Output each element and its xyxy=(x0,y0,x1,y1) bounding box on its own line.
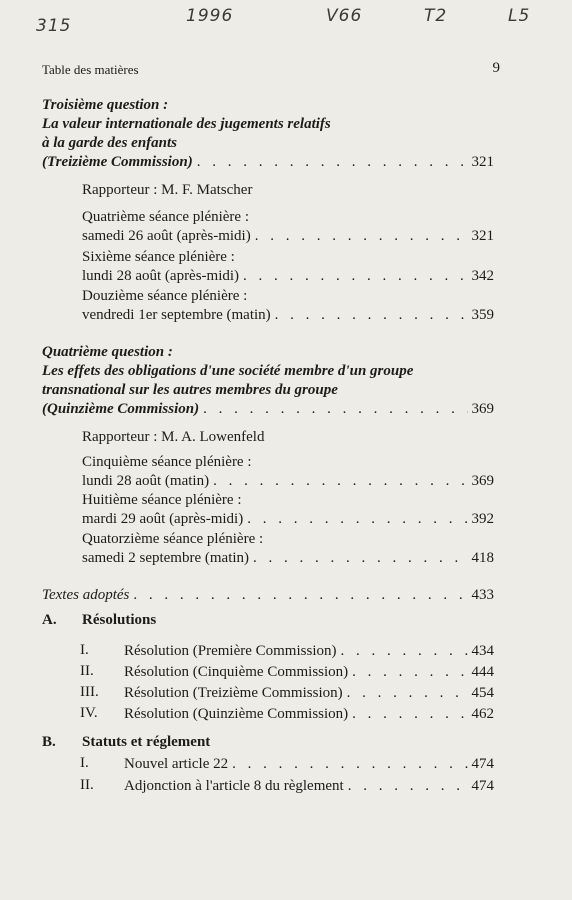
handwritten-note: 315 xyxy=(36,16,72,36)
textes-adoptes-label: Textes adoptés xyxy=(42,587,130,603)
resolution-label: Résolution (Treizième Commission) xyxy=(124,685,343,701)
resolution-entry[interactable] xyxy=(124,642,494,660)
q3-commission-entry[interactable] xyxy=(42,153,494,171)
statute-entry[interactable] xyxy=(124,777,494,795)
page-ref: 444 xyxy=(471,664,494,680)
session-date: samedi 26 août (après-midi) xyxy=(82,228,251,244)
session-date: lundi 28 août (après-midi) xyxy=(82,268,240,284)
q4-title-line: transnational sur les autres membres du groupe xyxy=(42,382,338,398)
statute-entry[interactable] xyxy=(124,755,494,773)
page-ref: 342 xyxy=(471,268,494,284)
q4-rapporteur: Rapporteur : M. A. Lowenfeld xyxy=(82,429,265,445)
page-ref: 369 xyxy=(471,473,494,489)
leader-dots xyxy=(253,549,467,567)
leader-dots xyxy=(243,267,467,285)
q4-title-line: Les effets des obligations d'une société membre d'un groupe xyxy=(42,363,414,379)
page-number: 9 xyxy=(492,60,500,76)
textes-adoptes-entry[interactable] xyxy=(42,586,494,604)
resolution-label: Résolution (Quinzième Commission) xyxy=(124,706,349,722)
leader-dots xyxy=(213,472,467,490)
session-heading: Quatrième séance plénière : xyxy=(82,209,249,225)
resolution-entry[interactable] xyxy=(124,684,494,702)
q3-title-line: à la garde des enfants xyxy=(42,135,177,151)
q3-title-line: Troisième question : xyxy=(42,97,169,113)
page-ref: 454 xyxy=(471,685,494,701)
handwritten-note: 1996 xyxy=(186,6,234,26)
leader-dots xyxy=(340,642,467,660)
session-entry[interactable] xyxy=(82,267,494,285)
session-entry[interactable] xyxy=(82,472,494,490)
session-entry[interactable] xyxy=(82,227,494,245)
resolution-label: Résolution (Cinquième Commission) xyxy=(124,664,349,680)
handwritten-note: V66 xyxy=(326,6,363,26)
page-ref: 462 xyxy=(471,706,494,722)
resolution-entry[interactable] xyxy=(124,663,494,681)
session-heading: Quatorzième séance plénière : xyxy=(82,531,264,547)
page-ref: 321 xyxy=(471,154,494,170)
session-entry[interactable] xyxy=(82,549,494,567)
page-ref: 433 xyxy=(471,587,494,603)
section-title: Résolutions xyxy=(82,612,157,628)
leader-dots xyxy=(352,705,467,723)
session-heading: Huitième séance plénière : xyxy=(82,492,242,508)
section-letter: B. xyxy=(42,734,56,750)
leader-dots xyxy=(203,400,467,418)
q3-commission: (Treizième Commission) xyxy=(42,154,193,170)
page-ref: 369 xyxy=(471,401,494,417)
page-ref: 321 xyxy=(471,228,494,244)
handwritten-note: L5 xyxy=(508,6,531,26)
leader-dots xyxy=(247,510,467,528)
page-ref: 474 xyxy=(471,778,494,794)
section-a-heading xyxy=(42,612,342,632)
handwritten-note: T2 xyxy=(424,6,448,26)
leader-dots xyxy=(352,663,467,681)
session-date: vendredi 1er septembre (matin) xyxy=(82,307,271,323)
page-ref: 359 xyxy=(471,307,494,323)
item-number: I. xyxy=(80,642,89,658)
item-number: IV. xyxy=(80,705,98,721)
q3-rapporteur: Rapporteur : M. F. Matscher xyxy=(82,182,253,198)
session-heading: Sixième séance plénière : xyxy=(82,249,235,265)
statute-label: Nouvel article 22 xyxy=(124,756,229,772)
page-ref: 418 xyxy=(471,550,494,566)
page-ref: 392 xyxy=(471,511,494,527)
leader-dots xyxy=(232,755,467,773)
leader-dots xyxy=(347,684,468,702)
q3-title-line: La valeur internationale des jugements relatifs xyxy=(42,116,331,132)
leader-dots xyxy=(197,153,468,171)
item-number: I. xyxy=(80,755,89,771)
q4-title-line: Quatrième question : xyxy=(42,344,173,360)
item-number: II. xyxy=(80,777,94,793)
session-date: lundi 28 août (matin) xyxy=(82,473,210,489)
statute-label: Adjonction à l'article 8 du règlement xyxy=(124,778,344,794)
page-ref: 474 xyxy=(471,756,494,772)
q4-commission-entry[interactable] xyxy=(42,400,494,418)
leader-dots xyxy=(348,777,468,795)
resolution-label: Résolution (Première Commission) xyxy=(124,643,337,659)
page-ref: 434 xyxy=(471,643,494,659)
section-b-heading xyxy=(42,734,342,754)
session-entry[interactable] xyxy=(82,510,494,528)
leader-dots xyxy=(275,306,468,324)
session-date: mardi 29 août (après-midi) xyxy=(82,511,244,527)
leader-dots xyxy=(133,586,467,604)
leader-dots xyxy=(255,227,468,245)
q4-commission: (Quinzième Commission) xyxy=(42,401,200,417)
session-date: samedi 2 septembre (matin) xyxy=(82,550,250,566)
resolution-entry[interactable] xyxy=(124,705,494,723)
item-number: II. xyxy=(80,663,94,679)
session-entry[interactable] xyxy=(82,306,494,324)
running-header-title: Table des matières xyxy=(42,62,139,77)
section-title: Statuts et réglement xyxy=(82,734,211,750)
item-number: III. xyxy=(80,684,99,700)
session-heading: Douzième séance plénière : xyxy=(82,288,248,304)
session-heading: Cinquième séance plénière : xyxy=(82,454,252,470)
section-letter: A. xyxy=(42,612,57,628)
